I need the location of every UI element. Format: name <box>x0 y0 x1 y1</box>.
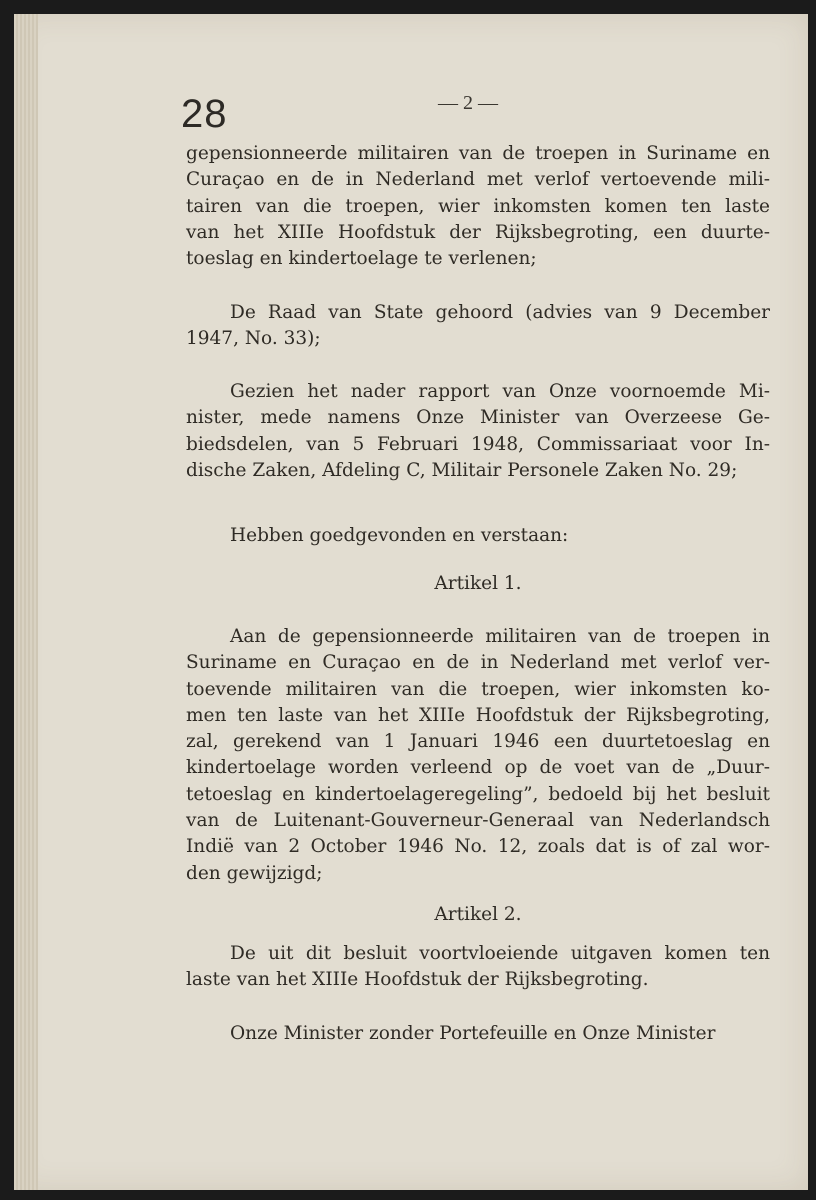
text-line: zal, gerekend van 1 Januari 1946 een duurtetoeslag en <box>186 731 770 753</box>
document-page <box>14 14 808 1190</box>
paragraph-continuation <box>186 141 770 272</box>
text-line: tairen van die troepen, wier inkomsten komen ten laste <box>186 195 770 217</box>
text-line: Indië van 2 October 1946 No. 12, zoals dat is of zal wor- <box>186 836 770 858</box>
text-line: toeslag en kindertoelage te verlenen; <box>186 248 537 270</box>
paragraph-minister <box>186 1021 770 1047</box>
article-1-heading: Artikel 1. <box>434 573 522 594</box>
text-line: men ten laste van het XIIIe Hoofdstuk der Rijksbegroting, <box>186 704 770 726</box>
article-2-heading: Artikel 2. <box>434 904 522 925</box>
text-line: Gezien het nader rapport van Onze voornoemde Mi- <box>230 381 770 402</box>
paragraph-raad-van-state <box>186 300 770 353</box>
text-line: nister, mede namens Onze Minister van Overzeese Ge- <box>186 407 770 429</box>
text-line: gepensionneerde militairen van de troepen in Suriname en <box>186 143 770 164</box>
text-line: Suriname en Curaçao en de in Nederland met verlof ver- <box>186 652 770 674</box>
text-line: Onze Minister zonder Portefeuille en Onze Minister <box>230 1023 716 1044</box>
text-line: Curaçao en de in Nederland met verlof vertoevende mili- <box>186 169 770 191</box>
text-line: tetoeslag en kindertoelageregeling”, bedoeld bij het besluit <box>186 783 770 805</box>
text-line: den gewijzigd; <box>186 862 323 884</box>
text-line: laste van het XIIIe Hoofdstuk der Rijksbegroting. <box>186 969 649 991</box>
text-line: toevende militairen van die troepen, wier inkomsten ko- <box>186 678 770 700</box>
text-line: kindertoelage worden verleend op de voet van de „Duur- <box>186 757 770 779</box>
text-line: biedsdelen, van 5 Februari 1948, Commissariaat voor In- <box>186 433 770 455</box>
text-line: De uit dit besluit voortvloeiende uitgaven komen ten <box>230 943 770 964</box>
text-line: 1947, No. 33); <box>186 328 321 350</box>
text-line: van de Luitenant-Gouverneur-Generaal van Nederlandsch <box>186 810 770 832</box>
paragraph-article-2 <box>186 941 770 994</box>
paragraph-gezien <box>186 379 770 484</box>
text-line: dische Zaken, Afdeling C, Militair Personele Zaken No. 29; <box>186 459 738 481</box>
page-edge <box>14 14 38 1190</box>
text-line: De Raad van State gehoord (advies van 9 December <box>230 302 770 323</box>
paragraph-article-1 <box>186 624 770 887</box>
paragraph-hebben <box>186 523 770 549</box>
page-number: 28 <box>181 92 228 136</box>
text-line: Hebben goedgevonden en verstaan: <box>230 525 569 546</box>
text-line: Aan de gepensionneerde militairen van de troepen in <box>230 626 770 647</box>
page-marker: — 2 — <box>438 92 498 114</box>
text-line: van het XIIIe Hoofdstuk der Rijksbegroting, een duurte- <box>186 221 770 243</box>
